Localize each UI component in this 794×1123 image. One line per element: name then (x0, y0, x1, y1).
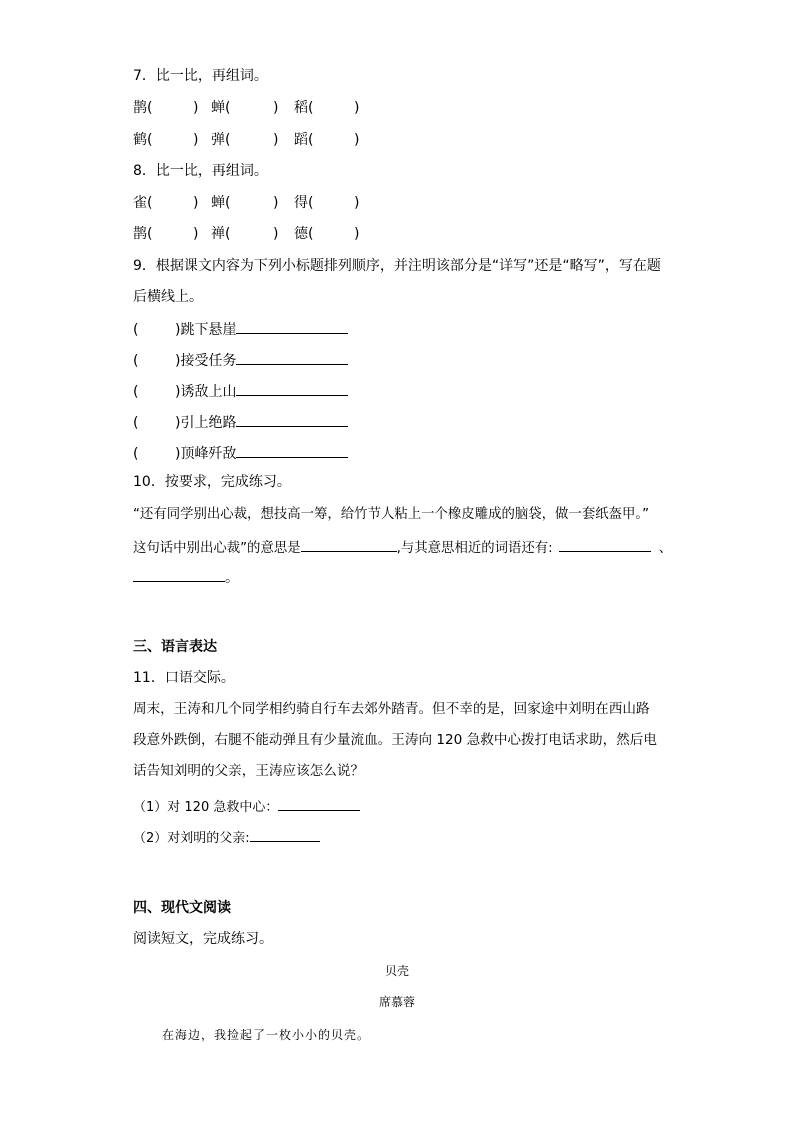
answer-blank[interactable] (250, 826, 320, 842)
q7-char-4-open: 鹤( (133, 132, 153, 148)
q9-item-open: ( (133, 353, 139, 369)
q8-char-3-close: ) (354, 195, 360, 211)
q8-char-6-close: ) (354, 226, 360, 242)
q11-sub-2 (133, 826, 320, 849)
q7-char-5-open: 弹( (211, 132, 231, 148)
poem-title: 贝壳 (384, 964, 409, 978)
q7-char-3-open: 稻( (294, 100, 314, 116)
q8-char-5-open: 禅( (211, 226, 231, 242)
q8-title: 8．比一比，再组词。 (133, 163, 268, 179)
q8-char-1-open: 雀( (133, 195, 153, 211)
q8-row-2 (133, 224, 359, 244)
q9-item-text: 接受任务 (180, 353, 237, 369)
q8-char-4-close: ) (193, 226, 199, 242)
answer-blank[interactable] (133, 566, 225, 582)
q8-char-4-open: 鹊( (133, 226, 153, 242)
q11-paragraph-line: 周末，王涛和几个同学相约骑自行车去郊外踏青。但不幸的是，回家途中刘明在西山路 (133, 701, 650, 717)
answer-blank[interactable] (301, 536, 397, 552)
q9-item-open: ( (133, 384, 139, 400)
q7-char-1-open: 鹊( (133, 100, 153, 116)
q9-item-text: 引上绝路 (180, 415, 237, 431)
q8-char-1-close: ) (193, 195, 199, 211)
q7-char-2-open: 蝉( (211, 100, 231, 116)
q7-char-1-close: ) (193, 100, 199, 116)
q11-sub-2-label: （2）对刘明的父亲: (133, 831, 250, 846)
poem-line: 在海边，我捡起了一枚小小的贝壳。 (162, 1028, 371, 1042)
q10-question-line (133, 536, 672, 559)
q9-title-cont: 后横线上。 (133, 289, 203, 305)
q11-paragraph-line: 段意外跌倒，右腿不能动弹且有少量流血。王涛向 120 急救中心拨打电话求助，然后电 (133, 732, 657, 748)
q9-title: 9．根据课文内容为下列小标题排列顺序，并注明该部分是“详写”还是“略写”，写在题 (133, 258, 661, 274)
q9-item-close: ) (175, 353, 181, 369)
q9-item-open: ( (133, 446, 139, 462)
answer-blank[interactable] (236, 442, 348, 458)
q11-sub-1-label: （1）对 120 急救中心： (133, 800, 279, 815)
q9-item-close: ) (175, 322, 181, 338)
q10-title: 10．按要求，完成练习。 (133, 474, 291, 490)
q8-row-1 (133, 193, 359, 213)
q8-char-5-close: ) (273, 226, 279, 242)
q10-end-mark: 。 (225, 570, 239, 586)
q8-char-3-open: 得( (294, 195, 314, 211)
q7-char-4-close: ) (193, 132, 199, 148)
q8-char-2-close: ) (273, 195, 279, 211)
q10-quote: “还有同学别出心裁，想技高一筹，给竹节人粘上一个橡皮雕成的脑袋，做一套纸盔甲。” (133, 507, 650, 522)
q9-item-text: 跳下悬崖 (180, 322, 237, 338)
q9-item (133, 349, 348, 371)
answer-blank[interactable] (559, 536, 651, 552)
q7-row-2 (133, 130, 359, 150)
q7-char-5-close: ) (273, 132, 279, 148)
answer-blank[interactable] (278, 795, 360, 811)
poem-author: 席慕蓉 (378, 995, 415, 1009)
q9-item-text: 诱敌上山 (180, 384, 237, 400)
q8-char-6-open: 德( (294, 226, 314, 242)
q9-item-close: ) (175, 415, 181, 431)
reading-instruction: 阅读短文，完成练习。 (133, 931, 273, 947)
q11-paragraph-line: 话告知刘明的父亲，王涛应该怎么说？ (133, 763, 365, 779)
q9-item (133, 318, 348, 340)
section-heading: 四、现代文阅读 (133, 900, 231, 916)
q9-item-open: ( (133, 322, 139, 338)
answer-blank[interactable] (236, 318, 348, 334)
q9-item (133, 380, 348, 402)
q11-sub-1 (133, 795, 360, 818)
q7-char-2-close: ) (273, 100, 279, 116)
q9-item-close: ) (175, 446, 181, 462)
q10-separator: 、 (658, 541, 673, 556)
q7-char-3-close: ) (354, 100, 360, 116)
q9-item (133, 442, 348, 464)
q7-title: 7．比一比，再组词。 (133, 68, 268, 84)
q10-continuation (133, 566, 239, 588)
q7-char-6-open: 蹈( (294, 132, 314, 148)
q9-item-text: 顶峰歼敌 (180, 446, 237, 462)
q7-row-1 (133, 98, 359, 118)
q7-char-6-close: ) (354, 132, 360, 148)
q9-item-close: ) (175, 384, 181, 400)
q11-title: 11．口语交际。 (133, 670, 235, 686)
section-heading: 三、语言表达 (133, 639, 217, 655)
answer-blank[interactable] (236, 380, 348, 396)
q9-item (133, 411, 348, 433)
q8-char-2-open: 蝉( (211, 195, 231, 211)
answer-blank[interactable] (236, 349, 348, 365)
answer-blank[interactable] (236, 411, 348, 427)
q10-prompt-b: ,与其意思相近的词语还有: (396, 541, 553, 556)
q9-item-open: ( (133, 415, 139, 431)
q10-prompt-a: 这句话中别出心裁”的意思是 (133, 541, 301, 556)
